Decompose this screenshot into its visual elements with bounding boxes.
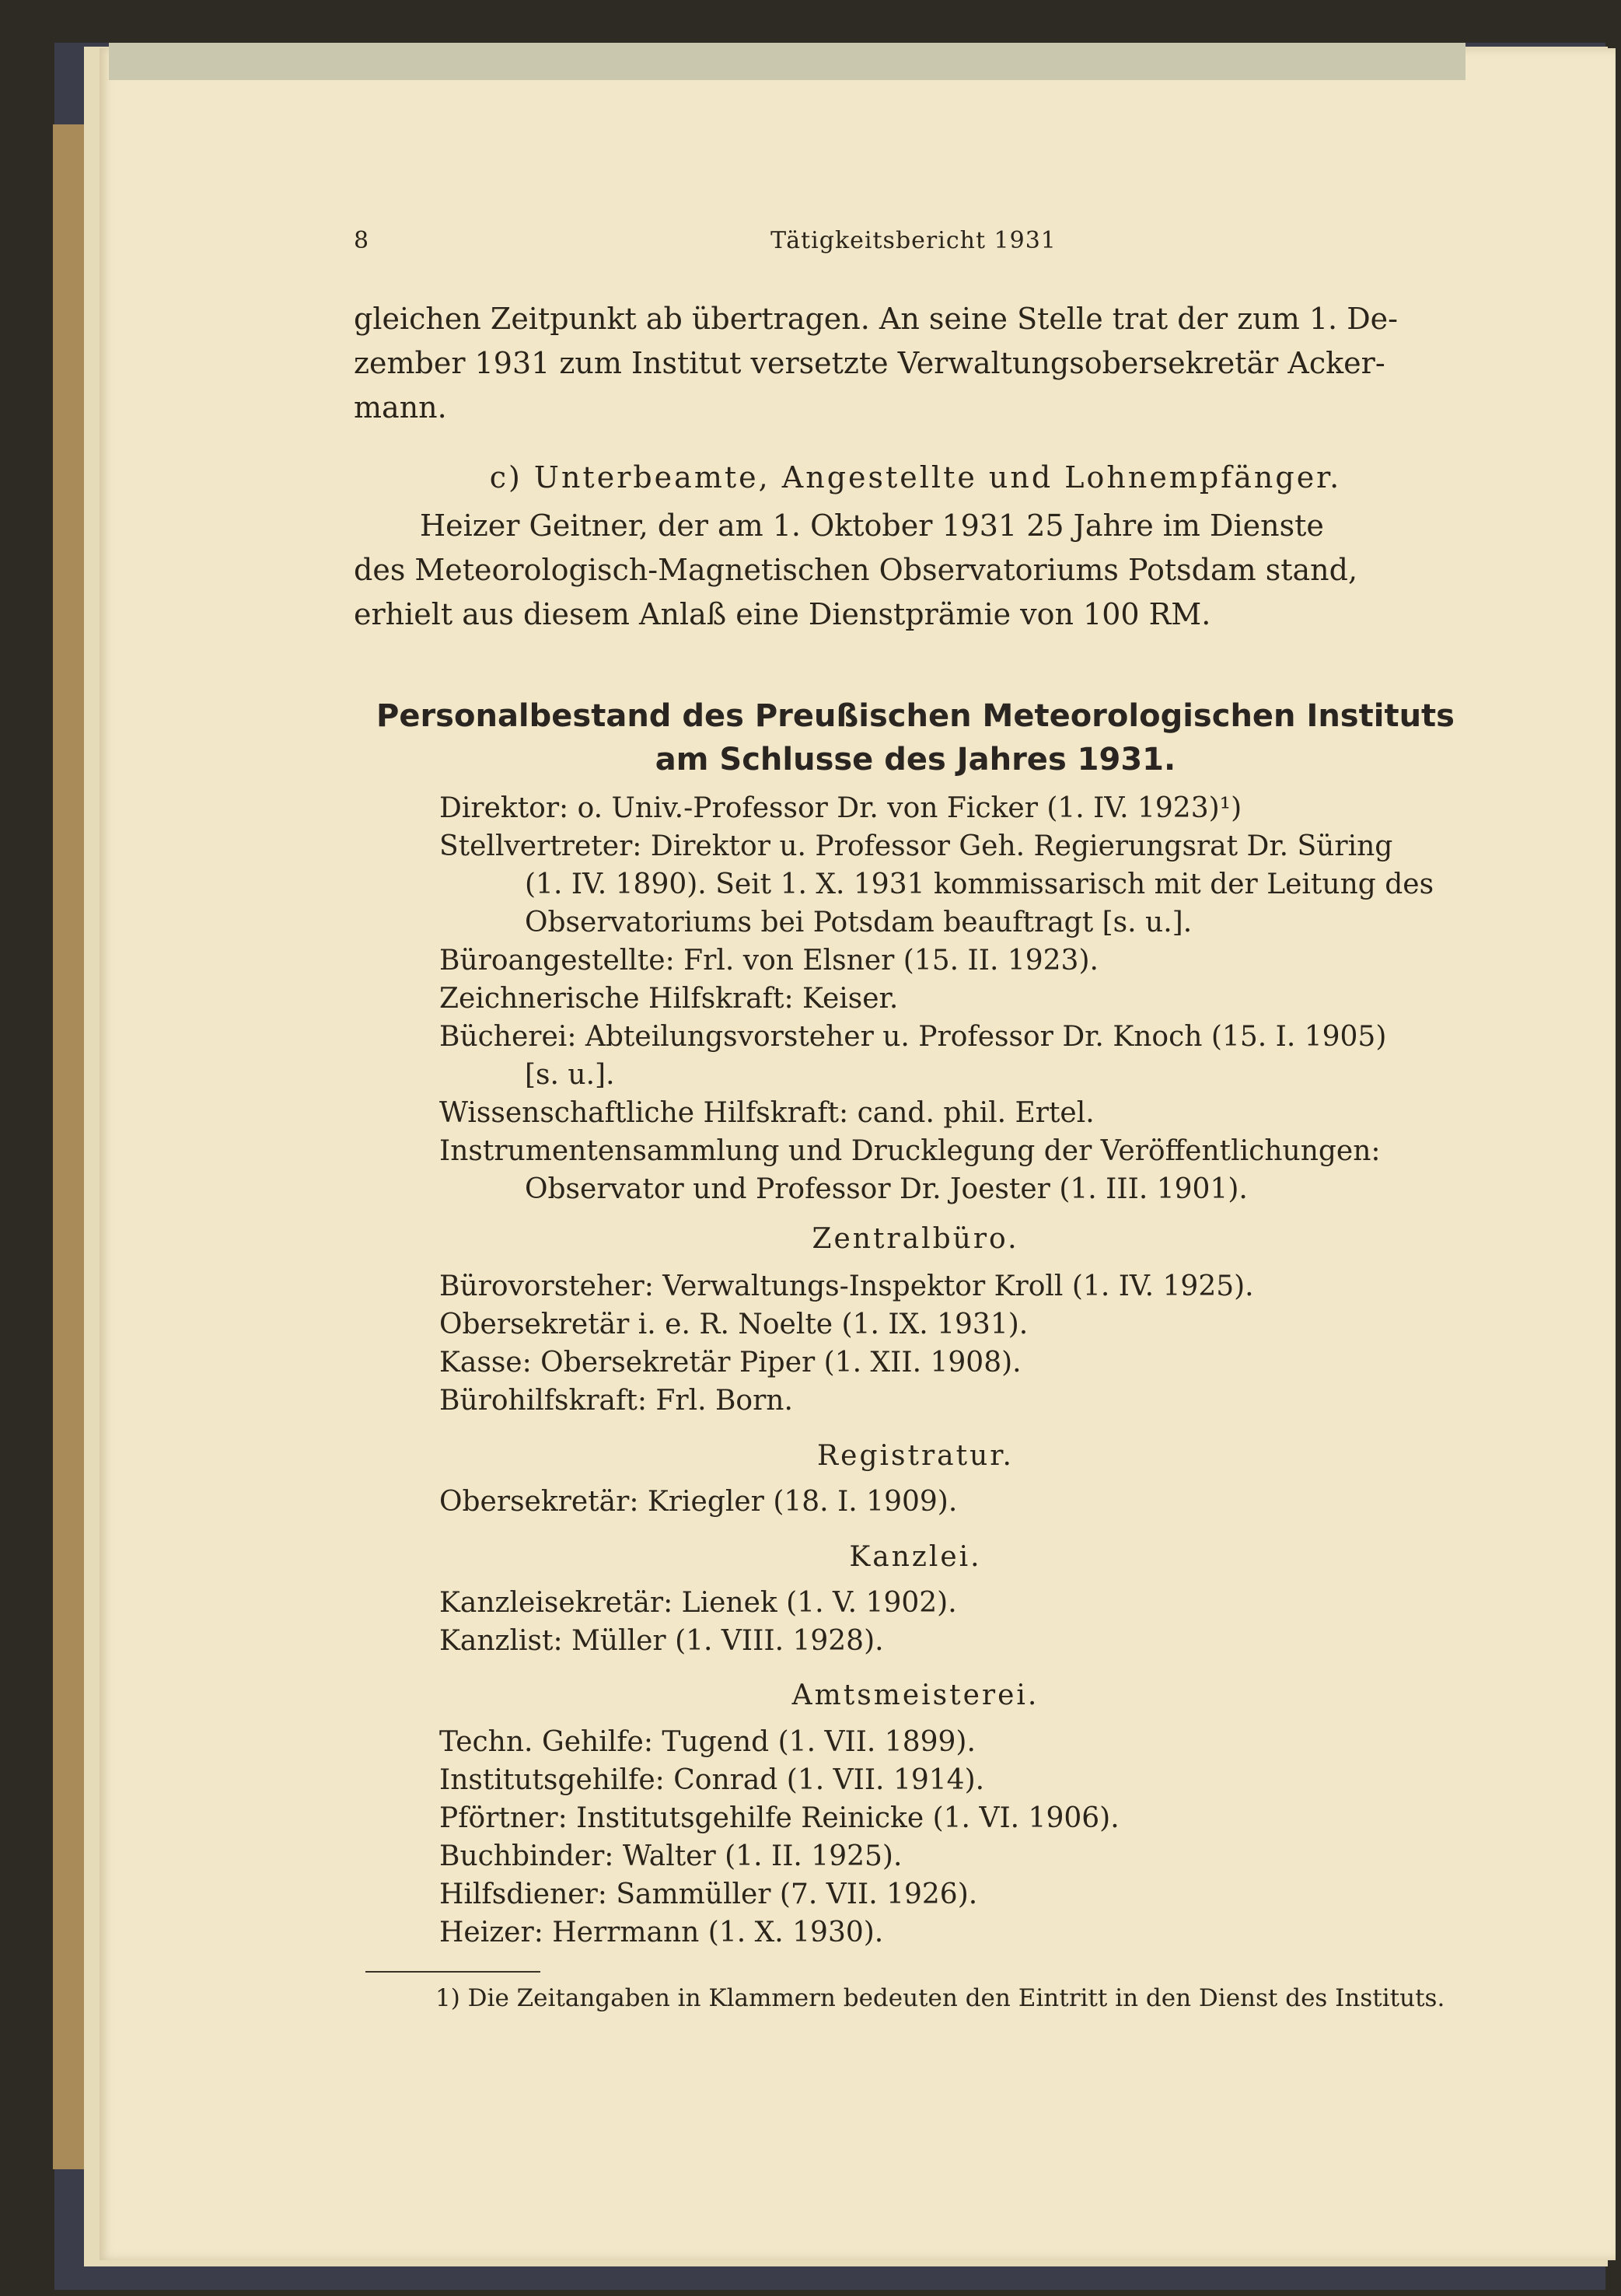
subsection-paragraph — [354, 504, 1477, 637]
section-title-line-1: Personalbestand des Preußischen Meteorologischen Instituts — [376, 698, 1455, 734]
list-item: Instrumentensammlung und Drucklegung der Veröffentlichungen: — [439, 1135, 1381, 1167]
list-item: Direktor: o. Univ.-Professor Dr. von Ficker (1. IV. 1923)¹) — [439, 792, 1242, 824]
list-item: Pförtner: Institutsgehilfe Reinicke (1. VI. 1906). — [439, 1802, 1120, 1834]
registratur-list — [439, 1483, 1481, 1521]
running-title: Tätigkeitsbericht 1931 — [770, 227, 1057, 254]
text-line: Heizer Geitner, der am 1. Oktober 1931 25 Jahre im Dienste — [420, 508, 1324, 543]
amtsmeisterei-heading: Amtsmeisterei. — [791, 1679, 1039, 1711]
kanzlei-list — [439, 1584, 1481, 1660]
list-item-continuation: [s. u.]. — [525, 1059, 615, 1091]
list-item: Zeichnerische Hilfskraft: Keiser. — [439, 983, 899, 1015]
list-item: Institutsgehilfe: Conrad (1. VII. 1914). — [439, 1764, 985, 1796]
intro-paragraph — [354, 297, 1477, 430]
list-item: Obersekretär: Kriegler (18. I. 1909). — [439, 1486, 958, 1518]
section-title-line-2: am Schlusse des Jahres 1931. — [655, 742, 1176, 778]
list-item: Heizer: Herrmann (1. X. 1930). — [439, 1917, 884, 1948]
text-line: gleichen Zeitpunkt ab übertragen. An seine Stelle trat der zum 1. De- — [354, 302, 1399, 336]
list-item: Kasse: Obersekretär Piper (1. XII. 1908). — [439, 1347, 1022, 1379]
text-line: zember 1931 zum Institut versetzte Verwaltungsobersekretär Acker- — [354, 346, 1385, 380]
list-item: Buchbinder: Walter (1. II. 1925). — [439, 1840, 903, 1872]
list-item: Techn. Gehilfe: Tugend (1. VII. 1899). — [439, 1726, 976, 1758]
list-item: Stellvertreter: Direktor u. Professor Geh. Regierungsrat Dr. Süring — [439, 830, 1393, 862]
page-number: 8 — [354, 227, 369, 254]
list-item: Obersekretär i. e. R. Noelte (1. IX. 1931). — [439, 1309, 1029, 1340]
text-line: des Meteorologisch-Magnetischen Observatoriums Potsdam stand, — [354, 553, 1358, 587]
footnote-rule — [365, 1971, 540, 1973]
personnel-list — [439, 789, 1481, 1208]
list-item-continuation: Observator und Professor Dr. Joester (1. III. 1901). — [525, 1173, 1248, 1205]
list-item-continuation: Observatoriums bei Potsdam beauftragt [s. u.]. — [525, 907, 1193, 938]
kanzlei-heading: Kanzlei. — [849, 1541, 982, 1573]
text-line: mann. — [354, 390, 447, 425]
amtsmeisterei-list — [439, 1723, 1481, 1952]
list-item: Bürovorsteher: Verwaltungs-Inspektor Kroll (1. IV. 1925). — [439, 1270, 1254, 1302]
list-item: Bücherei: Abteilungsvorsteher u. Professor Dr. Knoch (15. I. 1905) — [439, 1021, 1387, 1053]
list-item: Hilfsdiener: Sammüller (7. VII. 1926). — [439, 1878, 978, 1910]
list-item: Kanzleisekretär: Lienek (1. V. 1902). — [439, 1587, 957, 1619]
zentralbuero-list — [439, 1267, 1481, 1420]
list-item-continuation: (1. IV. 1890). Seit 1. X. 1931 kommissarisch mit der Leitung des — [525, 868, 1434, 900]
registratur-heading: Registratur. — [817, 1440, 1014, 1472]
section-title — [354, 694, 1477, 781]
subsection-heading: c) Unterbeamte, Angestellte und Lohnempfänger. — [489, 460, 1342, 494]
list-item: Wissenschaftliche Hilfskraft: cand. phil. Ertel. — [439, 1097, 1095, 1129]
list-item: Büroangestellte: Frl. von Elsner (15. II. 1923). — [439, 945, 1099, 977]
text-line: erhielt aus diesem Anlaß eine Dienstprämie von 100 RM. — [354, 597, 1211, 631]
zentralbuero-heading: Zentralbüro. — [812, 1223, 1019, 1255]
list-item: Bürohilfskraft: Frl. Born. — [439, 1385, 793, 1417]
footnote: 1) Die Zeitangaben in Klammern bedeuten den Eintritt in den Dienst des Instituts. — [435, 1984, 1445, 2012]
list-item: Kanzlist: Müller (1. VIII. 1928). — [439, 1625, 884, 1657]
top-page-band — [109, 43, 1466, 80]
